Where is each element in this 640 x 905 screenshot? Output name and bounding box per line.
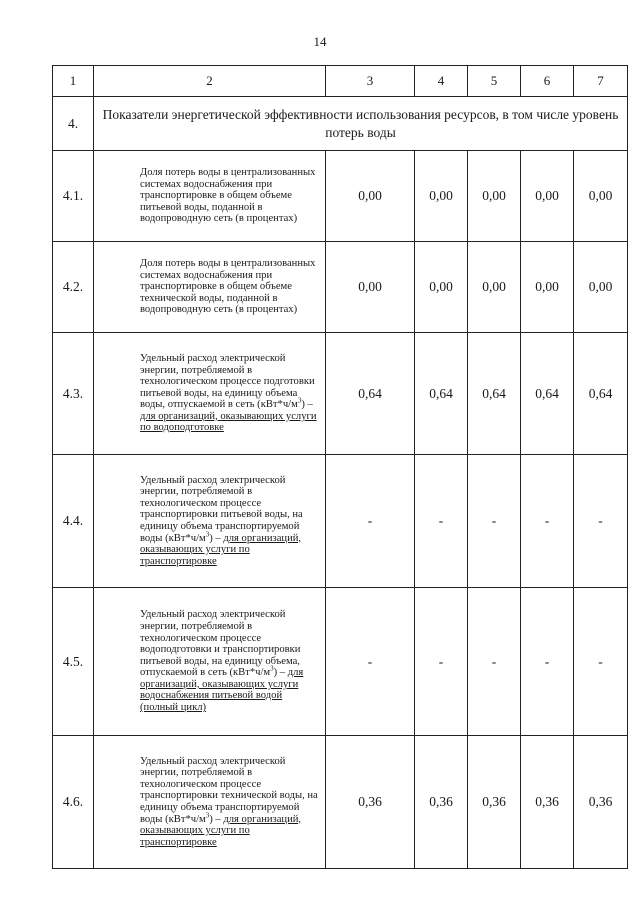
unit-superscript: 3 <box>297 396 302 405</box>
row-value: 0,64 <box>574 333 628 455</box>
row-value: - <box>415 588 468 736</box>
row-description-text: Удельный расход электрической энергии, потребляемой в технологическом процессе подготовки питьевой воды, на единицу объема воды, отпускаемой в сеть (кВт*ч/м <box>140 352 315 411</box>
row-description-dash: ) – <box>209 532 224 544</box>
header-cell-2: 2 <box>94 66 326 97</box>
row-value: 0,64 <box>415 333 468 455</box>
row-value: 0,00 <box>574 151 628 242</box>
row-value: - <box>521 588 574 736</box>
row-description <box>94 242 326 333</box>
row-value: 0,36 <box>326 736 415 869</box>
row-number: 4.2. <box>53 242 94 333</box>
row-number: 4.4. <box>53 455 94 588</box>
row-description <box>94 736 326 869</box>
row-description-dash: ) – <box>301 399 313 411</box>
row-description-dash: ) – <box>273 667 288 679</box>
row-value: 0,00 <box>468 242 521 333</box>
row-description-text: Удельный расход электрической энергии, потребляемой в технологическом процессе водоподготовки и транспортировки питьевой воды, на единицу объема, отпускаемой в сеть (кВт*ч/м <box>140 609 301 679</box>
row-description-dash: ) – <box>209 813 224 825</box>
header-cell-7: 7 <box>574 66 628 97</box>
row-number: 4.1. <box>53 151 94 242</box>
row-value: - <box>326 455 415 588</box>
section-title: Показатели энергетической эффективности использования ресурсов, в том числе уровень потерь воды <box>94 97 628 151</box>
row-number: 4.6. <box>53 736 94 869</box>
row-number: 4.3. <box>53 333 94 455</box>
row-description-text: Доля потерь воды в централизованных системах водоснабжения при транспортировке в общем объеме технической воды, поданной в водопроводную сеть (в процентах) <box>140 258 316 316</box>
row-value: 0,36 <box>415 736 468 869</box>
row-description-text: Доля потерь воды в централизованных системах водоснабжения при транспортировке в общем объеме питьевой воды, поданной в водопроводную сеть (в процентах) <box>140 167 316 225</box>
row-description-applicability: для организаций, оказывающих услуги водоснабжения питьевой водой (полный цикл) <box>140 667 304 714</box>
row-description-text: Удельный расход электрической энергии, потребляемой в технологическом процессе транспортировки питьевой воды, на единицу объема транспортируемой воды (кВт*ч/м <box>140 474 303 544</box>
row-value: 0,00 <box>415 151 468 242</box>
header-cell-6: 6 <box>521 66 574 97</box>
row-description <box>94 588 326 736</box>
row-value: 0,00 <box>415 242 468 333</box>
row-description-applicability: для организаций, оказывающих услуги по транспортировке <box>140 813 302 848</box>
row-value: 0,00 <box>468 151 521 242</box>
row-description-applicability: для организаций, оказывающих услуги по водоподготовке <box>140 410 317 434</box>
page-number: 14 <box>313 34 327 49</box>
table-row <box>53 736 628 869</box>
row-value: 0,36 <box>468 736 521 869</box>
row-value: 0,00 <box>521 151 574 242</box>
row-value: 0,00 <box>574 242 628 333</box>
table-row <box>53 242 628 333</box>
row-value: 0,36 <box>521 736 574 869</box>
row-value: 0,64 <box>468 333 521 455</box>
row-value: - <box>468 455 521 588</box>
row-value: - <box>574 455 628 588</box>
row-description <box>94 151 326 242</box>
header-row <box>53 66 628 97</box>
table-row <box>53 333 628 455</box>
table-row <box>53 588 628 736</box>
header-cell-1: 1 <box>53 66 94 97</box>
table-row <box>53 455 628 588</box>
table-row <box>53 151 628 242</box>
header-cell-4: 4 <box>415 66 468 97</box>
row-value: - <box>574 588 628 736</box>
row-value: - <box>468 588 521 736</box>
unit-superscript: 3 <box>205 811 210 820</box>
row-description <box>94 455 326 588</box>
row-value: 0,36 <box>574 736 628 869</box>
row-value: - <box>415 455 468 588</box>
header-cell-5: 5 <box>468 66 521 97</box>
row-value: 0,64 <box>521 333 574 455</box>
section-number: 4. <box>53 97 94 151</box>
row-value: - <box>326 588 415 736</box>
indicators-table <box>52 65 628 869</box>
row-value: 0,00 <box>326 151 415 242</box>
row-value: 0,64 <box>326 333 415 455</box>
row-number: 4.5. <box>53 588 94 736</box>
row-value: - <box>521 455 574 588</box>
row-description-applicability: для организаций, оказывающих услуги по транспортировке <box>140 532 302 567</box>
header-cell-3: 3 <box>326 66 415 97</box>
row-value: 0,00 <box>326 242 415 333</box>
unit-superscript: 3 <box>270 664 274 673</box>
section-row <box>53 97 628 151</box>
row-value: 0,00 <box>521 242 574 333</box>
unit-superscript: 3 <box>205 530 210 539</box>
row-description <box>94 333 326 455</box>
row-description-text: Удельный расход электрической энергии, потребляемой в технологическом процессе транспортировки технической воды, на единицу объема транспортируемой воды (кВт*ч/м <box>140 755 318 825</box>
